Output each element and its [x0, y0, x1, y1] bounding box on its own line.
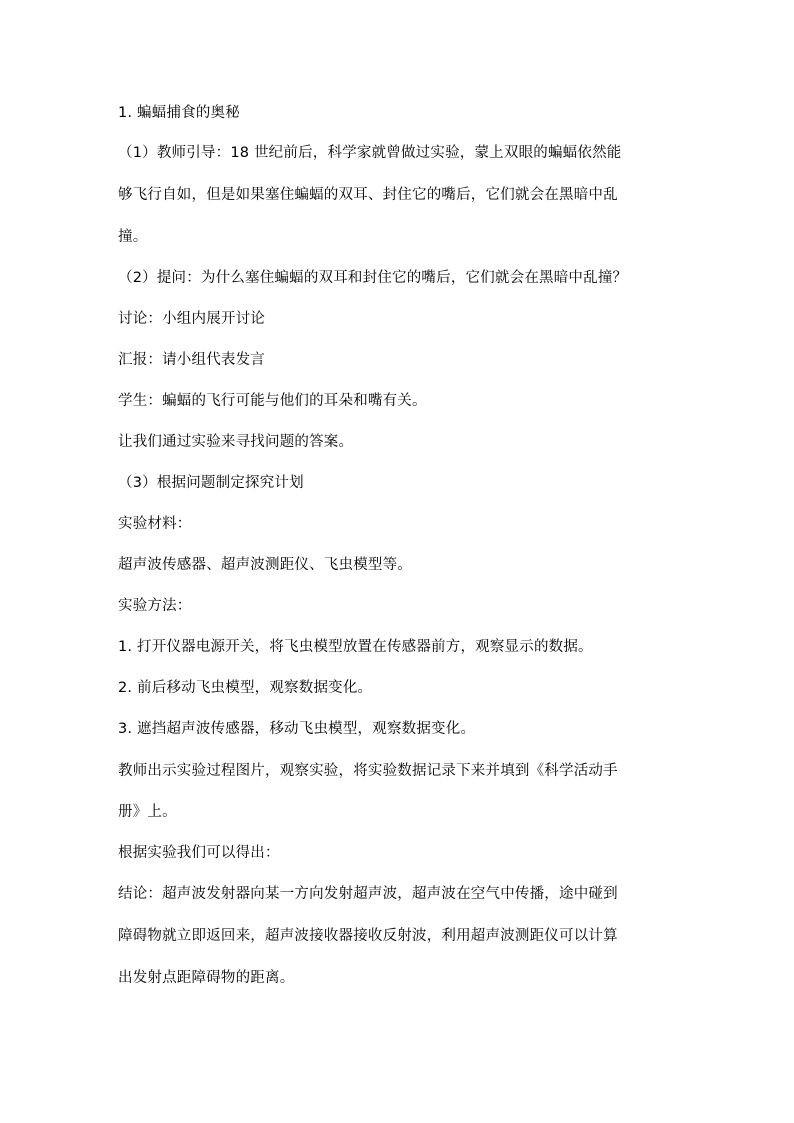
- paragraph-line: 教师出示实验过程图片，观察实验，将实验数据记录下来并填到《科学活动手: [118, 763, 618, 779]
- paragraph-line: 让我们通过实验来寻找问题的答案。: [118, 434, 354, 450]
- materials-list: 超声波传感器、超声波测距仪、飞虫模型等。: [118, 557, 412, 573]
- conclusion-line: 出发射点距障碍物的距离。: [118, 970, 295, 986]
- section-heading: 1. 蝙蝠捕食的奥秘: [118, 105, 240, 121]
- paragraph-line: 够飞行自如，但是如果塞住蝙蝠的双耳、封住它的嘴后，它们就会在黑暗中乱: [118, 187, 618, 203]
- method-step: 1. 打开仪器电源开关，将飞虫模型放置在传感器前方，观察显示的数据。: [118, 639, 593, 655]
- paragraph-line: 撞。: [118, 229, 148, 245]
- conclusion-line: 障碍物就立即返回来，超声波接收器接收反射波，利用超声波测距仪可以计算: [118, 928, 618, 944]
- method-step: 2. 前后移动飞虫模型，观察数据变化。: [118, 680, 373, 696]
- paragraph-line: 根据实验我们可以得出：: [118, 845, 280, 861]
- discussion-line: 讨论：小组内展开讨论: [118, 311, 265, 327]
- conclusion-line: 结论：超声波发射器向某一方向发射超声波，超声波在空气中传播，途中碰到: [118, 886, 618, 902]
- paragraph-line: 册》上。: [118, 804, 177, 820]
- student-line: 学生：蝙蝠的飞行可能与他们的耳朵和嘴有关。: [118, 393, 427, 409]
- method-label: 实验方法：: [118, 598, 192, 614]
- subsection-heading: （3）根据问题制定探究计划: [118, 475, 304, 491]
- report-line: 汇报：请小组代表发言: [118, 352, 265, 368]
- question-line: （2）提问：为什么塞住蝙蝠的双耳和封住它的嘴后，它们就会在黑暗中乱撞？: [118, 270, 628, 286]
- document-body: [118, 103, 678, 988]
- materials-label: 实验材料：: [118, 516, 192, 532]
- paragraph-line: （1）教师引导：18 世纪前后，科学家就曾做过实验，蒙上双眼的蝙蝠依然能: [118, 145, 622, 161]
- method-step: 3. 遮挡超声波传感器，移动飞虫模型，观察数据变化。: [118, 721, 476, 737]
